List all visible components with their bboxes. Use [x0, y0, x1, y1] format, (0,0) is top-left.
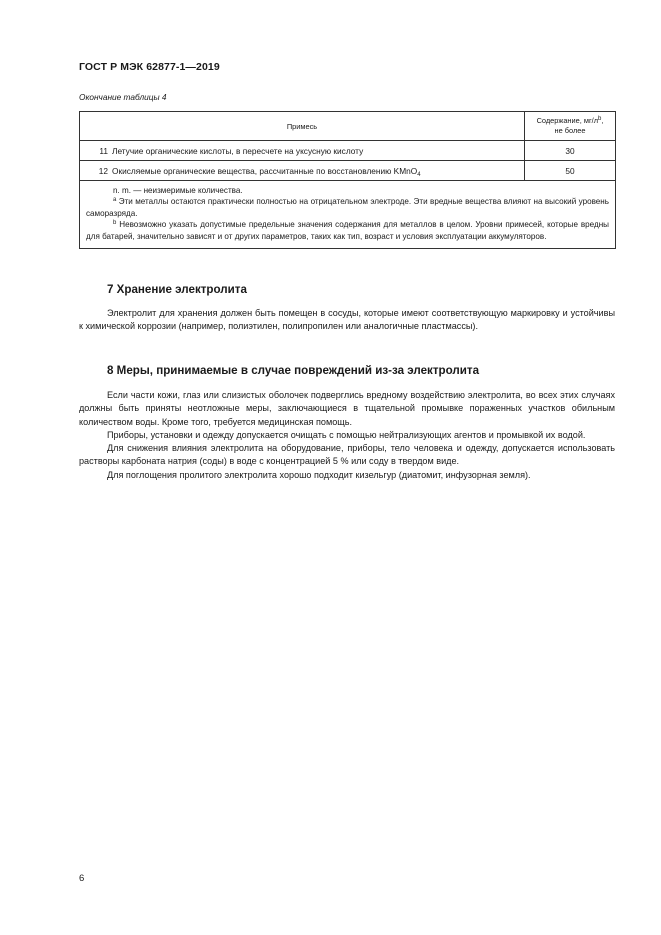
section-7-body — [79, 307, 615, 334]
column-header-content — [525, 112, 616, 141]
table-notes-row — [80, 181, 616, 249]
note-a — [86, 196, 609, 219]
section-8-body — [79, 389, 615, 482]
note-b-text: Невозможно указать допустимые предельные значения содержания для металлов в целом. Уровни примесей, которые вредны для батарей, значительно зависят и от других параметров, таких как тип, возраст и условия эксплуатации аккумуляторов. — [86, 220, 609, 241]
impurity-value: 50 — [525, 161, 616, 181]
impurity-table — [79, 111, 616, 249]
section-8-paragraph-2: Приборы, установки и одежду допускается очищать с помощью нейтрализующих агентов и промывкой их водой. — [107, 429, 586, 440]
footnote-mark-a: a — [113, 197, 117, 204]
content-header-comma: , — [601, 116, 604, 125]
section-8-title: 8 Меры, принимаемые в случае повреждений из-за электролита — [107, 364, 480, 377]
formula-subscript: 4 — [417, 171, 421, 178]
document-header: ГОСТ Р МЭК 62877-1—2019 — [79, 61, 220, 73]
row-number: 11 — [99, 145, 108, 156]
page-number: 6 — [79, 873, 85, 884]
note-b — [86, 219, 609, 242]
impurity-name: Летучие органические кислоты, в пересчете на уксусную кислоту — [112, 145, 364, 156]
content-header-line2: не более — [554, 126, 586, 135]
row-number: 12 — [98, 165, 108, 176]
table-caption: Окончание таблицы 4 — [79, 92, 167, 102]
footnote-mark-b: b — [113, 220, 117, 227]
impurity-name: Окисляемые органические вещества, рассчитанные по восстановлению KMnO — [112, 165, 418, 176]
note-a-text: Эти металлы остаются практически полностью на отрицательном электроде. Эти вредные вещества влияют на высокий уровень саморазряда. — [86, 197, 609, 218]
content-header-footnote-mark: b — [598, 116, 602, 122]
impurity-name-cell — [80, 161, 525, 181]
table-row — [80, 161, 616, 181]
section-7-paragraph: Электролит для хранения должен быть помещен в сосуды, которые имеют соответствующую маркировку и устойчивы к химической коррозии (например, полиэтилен, полипропилен или аналогичные пластмассы). — [79, 308, 615, 332]
column-header-impurity: Примесь — [80, 112, 525, 141]
content-header-line1: Содержание, мг/л — [536, 116, 599, 125]
impurity-value: 30 — [525, 141, 616, 161]
table-notes — [80, 181, 616, 249]
table-row — [80, 141, 616, 161]
section-8-paragraph-4: Для поглощения пролитого электролита хорошо подходит кизельгур (диатомит, инфузорная земля). — [107, 469, 531, 480]
note-nm: n. m. — неизмеримые количества. — [113, 186, 243, 195]
impurity-name-cell — [80, 141, 525, 161]
table-header-row — [80, 112, 616, 141]
section-8-paragraph-3: Для снижения влияния электролита на оборудование, приборы, тело человека и одежду, допускается использовать растворы карбоната натрия (соды) в воде с концентрацией 5 % или соду в твердом виде. — [79, 443, 615, 467]
section-7-title: 7 Хранение электролита — [107, 283, 247, 296]
section-8-paragraph-1: Если части кожи, глаз или слизистых оболочек подверглись вредному воздействию электролита, во всех этих случаях должны быть приняты неотложные меры, заключающиеся в тщательной промывке пораженных участков обильным количеством воды. Кроме того, требуется медицинская помощь. — [79, 390, 615, 427]
